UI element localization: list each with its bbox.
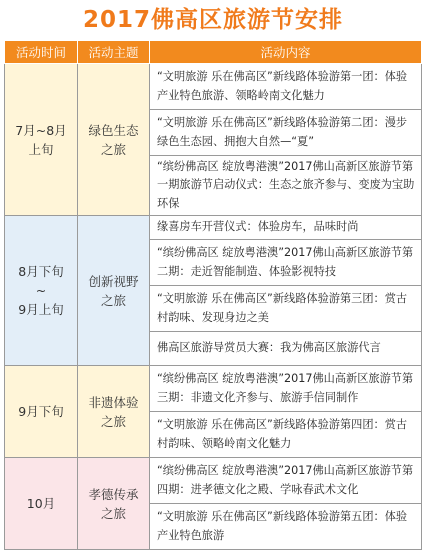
theme-text: 之旅	[100, 141, 126, 157]
activity-cell: 佛高区旅游导赏员大赛：我为佛高区旅游代言	[150, 332, 422, 366]
theme-text: 之旅	[100, 413, 126, 429]
time-text: 10月	[26, 496, 56, 511]
activity-cell: “缤纷佛高区 绽放粤港澳”2017佛山高新区旅游节第三期：非遗文化齐参与、旅游手信同制作	[150, 366, 422, 412]
header-theme: 活动主题	[78, 41, 150, 64]
theme-cell	[78, 216, 150, 366]
table-row	[5, 64, 422, 110]
theme-text: 绿色生态	[88, 122, 139, 138]
activity-cell: 缘喜房车开营仪式：体验房车，品味时尚	[150, 216, 422, 240]
table-row	[5, 216, 422, 240]
schedule-table	[4, 40, 422, 550]
activity-cell: “缤纷佛高区 绽放粤港澳”2017佛山高新区旅游节第一期旅游节启动仪式：生态之旅齐参与、变废为宝助环保	[150, 156, 422, 216]
time-text: 上旬	[28, 141, 54, 157]
activity-cell: “文明旅游 乐在佛高区”新线路体验游第三团：赏古村韵味、发现身边之美	[150, 286, 422, 332]
theme-text: 非遗体验	[88, 394, 139, 410]
theme-text: 创新视野	[88, 273, 139, 289]
theme-cell	[78, 458, 150, 550]
time-text: ~	[35, 283, 47, 298]
header-row	[5, 41, 422, 64]
activity-cell: “文明旅游 乐在佛高区”新线路体验游第一团：体验产业特色旅游、领略岭南文化魅力	[150, 64, 422, 110]
theme-text: 孝德传承	[88, 486, 139, 502]
time-cell	[5, 458, 78, 550]
activity-cell: “缤纷佛高区 绽放粤港澳”2017佛山高新区旅游节第二期：走近智能制造、体验影视特技	[150, 240, 422, 286]
time-cell	[5, 366, 78, 458]
theme-text: 之旅	[100, 505, 126, 521]
time-text: 8月下旬	[18, 264, 64, 279]
time-text: 7月~8月	[15, 122, 67, 138]
theme-cell	[78, 366, 150, 458]
table-row	[5, 366, 422, 412]
activity-cell: “文明旅游 乐在佛高区”新线路体验游第四团：赏古村韵味、领略岭南文化魅力	[150, 412, 422, 458]
table-row	[5, 458, 422, 504]
theme-text: 之旅	[100, 292, 126, 308]
activity-cell: “文明旅游 乐在佛高区”新线路体验游第二团：漫步绿色生态园、拥抱大自然—“夏”	[150, 110, 422, 156]
header-content: 活动内容	[150, 41, 422, 64]
activity-cell: “文明旅游 乐在佛高区”新线路体验游第五团：体验产业特色旅游	[150, 504, 422, 550]
page-title: 2017佛高区旅游节安排	[82, 7, 343, 33]
time-text: 9月上旬	[18, 302, 64, 317]
activity-cell: “缤纷佛高区 绽放粤港澳”2017佛山高新区旅游节第四期：进孝德文化之殿、学咏春武术文化	[150, 458, 422, 504]
header-time: 活动时间	[5, 41, 78, 64]
time-cell	[5, 64, 78, 216]
time-cell	[5, 216, 78, 366]
time-text: 9月下旬	[18, 404, 64, 419]
theme-cell	[78, 64, 150, 216]
